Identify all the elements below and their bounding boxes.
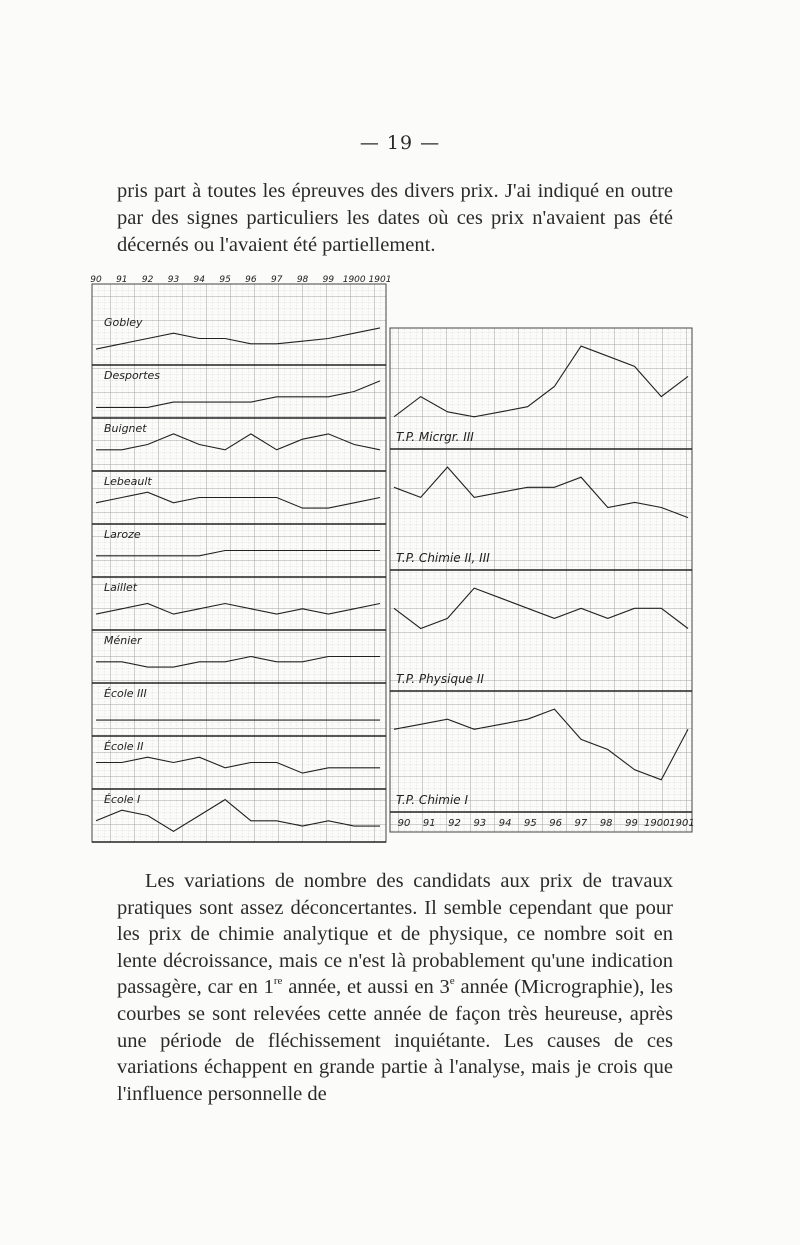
left-year-label: 90	[90, 275, 102, 285]
left-panel-label: Gobley	[104, 316, 143, 329]
left-panel-label: Ménier	[104, 634, 142, 647]
left-panel-label: Laroze	[104, 528, 141, 541]
right-year-label: 1901	[669, 818, 695, 829]
superscript-1: re	[273, 975, 283, 988]
right-year-label: 96	[549, 818, 563, 829]
left-year-label: 92	[141, 275, 154, 285]
left-panel-label: Desportes	[104, 369, 161, 382]
left-year-label: 93	[167, 275, 180, 285]
right-year-label: 92	[448, 818, 461, 829]
left-panel-label: École I	[104, 793, 141, 806]
right-year-label: 1900	[644, 818, 670, 829]
paragraph-2-part-1: Les variations de nombre des candidats aux prix de travaux pratiques sont assez déconcertantes. Il semble cependant que pour les prix de chimie analytique et de physique, ce nombre soit en lente décroissance, mais ce n'est là probablement qu'une indication passagère, car en 1	[117, 870, 673, 999]
left-panel-label: École III	[104, 687, 147, 700]
left-panel-label: Buignet	[104, 422, 147, 435]
right-year-label: 91	[422, 818, 436, 829]
figure-candidates-chart	[86, 272, 698, 854]
left-year-label: 1900	[342, 275, 366, 285]
page-number: — 19 —	[359, 132, 441, 154]
left-panel-label: Laillet	[104, 581, 138, 594]
left-year-label: 99	[322, 275, 335, 285]
right-year-label: 99	[625, 818, 638, 829]
superscript-2: e	[449, 975, 455, 988]
left-year-label: 98	[296, 275, 309, 285]
right-year-label: 97	[574, 818, 588, 829]
right-year-label: 94	[498, 818, 512, 829]
right-panel-label: T.P. Micrgr. III	[396, 430, 474, 444]
right-panel-label: T.P. Physique II	[396, 672, 484, 686]
left-year-label: 94	[193, 275, 205, 285]
left-year-label: 91	[116, 275, 128, 285]
right-panel-label: T.P. Chimie II, III	[396, 551, 490, 565]
paragraph-1: pris part à toutes les épreuves des divers prix. J'ai indiqué en outre par des signes particuliers les dates où ces prix n'avaient pas été décernés ou l'avaient été partiellement.	[117, 180, 673, 256]
left-year-label: 1901	[368, 275, 392, 285]
paragraph-2	[117, 868, 673, 1107]
right-year-label: 90	[397, 818, 411, 829]
paragraph-2-part-2: année, et aussi en 3	[282, 976, 450, 999]
left-year-label: 97	[271, 275, 283, 285]
paragraph-2-part-3: année (Micrographie), les courbes se sont relevées cette année de façon très heureuse, après une période de fléchissement inquiétante. Les causes de ces variations échappent en grande partie à l'analyse, mais je crois que l'influence personnelle de	[117, 976, 673, 1105]
left-panel-label: Lebeault	[104, 475, 152, 488]
right-panel-label: T.P. Chimie I	[396, 793, 469, 807]
right-year-label: 93	[473, 818, 487, 829]
right-year-label: 98	[599, 818, 613, 829]
right-year-label: 95	[523, 818, 537, 829]
left-panel-label: École II	[104, 740, 144, 753]
left-year-label: 96	[245, 275, 257, 285]
left-year-label: 95	[219, 275, 231, 285]
right-chart-grid	[390, 328, 695, 832]
left-chart-grid	[92, 284, 386, 842]
